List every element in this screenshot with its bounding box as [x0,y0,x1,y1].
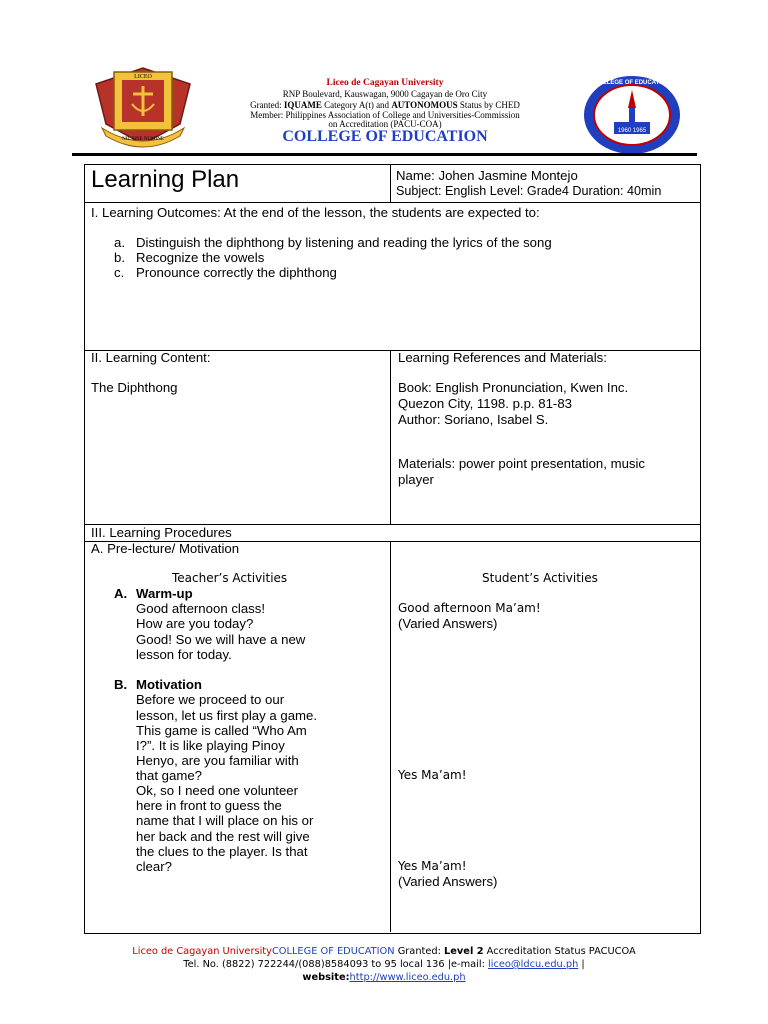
footer-accreditation: Liceo de Cagayan UniversityCOLLEGE OF EDUCATION Granted: Level 2 Accreditation Status PACUCOA [132,946,636,957]
teacher-line: Ok, so I need one volunteer [136,783,299,798]
reference-book: Book: English Pronunciation, Kwen Inc. [398,380,629,395]
teacher-line: I?”. It is like playing Pinoy [136,738,285,753]
page-title: Learning Plan [91,166,240,193]
header-divider [72,153,697,156]
content-heading: II. Learning Content: [91,350,211,365]
website-link[interactable]: http://www.liceo.edu.ph [349,972,466,983]
membership-line-2: on Accreditation (PACU-COA) [328,119,442,129]
student-response: (Varied Answers) [398,874,498,889]
motivation-marker: B. [114,677,128,692]
teacher-line: clear? [136,859,172,874]
footer-contact: Tel. No. (8822) 722244/(088)8584093 to 95 local 136 |e-mail: liceo@ldcu.edu.ph | [183,959,585,970]
prelecture-heading: A. Pre-lecture/ Motivation [91,541,240,556]
content-divider [390,350,391,524]
college-title: COLLEGE OF EDUCATION [282,128,488,145]
svg-text:1960 1965: 1960 1965 [617,128,647,134]
student-response: (Varied Answers) [398,616,498,631]
author-name: Name: Johen Jasmine Montejo [396,168,578,183]
teacher-line: Good! So we will have a new [136,632,306,647]
teacher-line: Henyo, are you familiar with [136,753,299,768]
teacher-line: the clues to the player. Is that [136,844,308,859]
outcomes-heading: I. Learning Outcomes: At the end of the lesson, the students are expected to: [91,205,540,220]
warmup-title: Warm-up [136,586,193,601]
motivation-title: Motivation [136,677,202,692]
reference-publisher: Quezon City, 1198. p.p. 81-83 [398,396,572,411]
university-seal-logo [92,64,194,150]
references-heading: Learning References and Materials: [398,350,607,365]
warmup-marker: A. [114,586,128,601]
outcome-item: Pronounce correctly the diphthong [136,265,337,280]
reference-author: Author: Soriano, Isabel S. [398,412,549,427]
row-divider [84,202,700,203]
content-topic: The Diphthong [91,380,178,395]
student-response: Yes Ma’am! [398,768,467,782]
outcome-marker: a. [114,235,125,250]
footer-website: website:http://www.liceo.edu.ph [302,972,466,983]
title-divider [390,164,391,202]
svg-text:NIL SINE NUMINE: NIL SINE NUMINE [122,137,164,142]
teacher-line: This game is called “Who Am [136,723,307,738]
materials-line-1: Materials: power point presentation, music [398,456,646,471]
teacher-line: Good afternoon class! [136,601,266,616]
materials-line-2: player [398,472,434,487]
teacher-line: How are you today? [136,616,254,631]
student-response: Good afternoon Ma’am! [398,601,541,615]
svg-text:COLLEGE OF EDUCATION: COLLEGE OF EDUCATION [594,80,670,86]
college-of-education-seal-logo [582,74,682,156]
outcome-marker: c. [114,265,125,280]
teacher-line: Before we proceed to our [136,692,285,707]
outcome-item: Recognize the vowels [136,250,265,265]
granted-status: Granted: IQUAME Category A(t) and AUTONOMOUS Status by CHED [250,100,520,110]
student-activities-heading: Student’s Activities [482,571,598,585]
teacher-line: her back and the rest will give [136,829,310,844]
university-name: Liceo de Cagayan University [326,78,444,88]
subject-details: Subject: English Level: Grade4 Duration: 40min [396,184,662,198]
svg-text:LICEO: LICEO [134,74,152,80]
teacher-activities-heading: Teacher’s Activities [172,571,288,585]
activities-divider [390,541,391,932]
outcome-marker: b. [114,250,125,265]
teacher-line: here in front to guess the [136,798,282,813]
university-address: RNP Boulevard, Kauswagan, 9000 Cagayan de Oro City [282,89,488,99]
teacher-line: name that I will place on his or [136,813,314,828]
email-link[interactable]: liceo@ldcu.edu.ph [488,959,579,970]
outcome-item: Distinguish the diphthong by listening and reading the lyrics of the song [136,235,552,250]
student-response: Yes Ma’am! [398,859,467,873]
teacher-line: lesson for today. [136,647,232,662]
procedures-heading: III. Learning Procedures [91,525,232,540]
membership-line-1: Member: Philippines Association of College and Universities-Commission [250,110,520,120]
teacher-line: that game? [136,768,202,783]
teacher-line: lesson, let us first play a game. [136,708,318,723]
